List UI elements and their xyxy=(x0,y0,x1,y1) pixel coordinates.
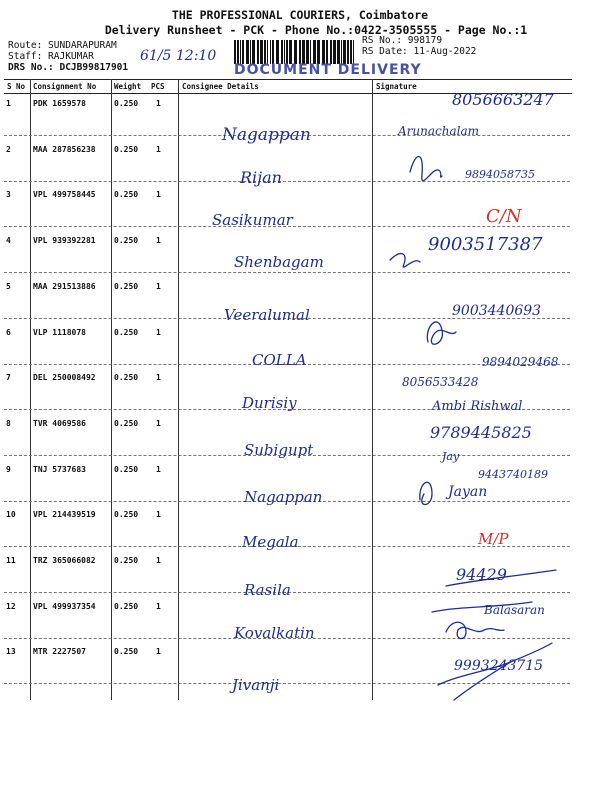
row-weight: 0.250 xyxy=(114,602,139,611)
barcode-bar xyxy=(240,40,241,64)
signature-note-14: M/P xyxy=(478,530,509,548)
signature-note-15: 94429 xyxy=(456,565,507,584)
handwritten-header-note: 61/5 12:10 xyxy=(140,48,217,64)
handwritten-name-3: Sasikumar xyxy=(212,211,293,229)
column-divider xyxy=(30,79,31,700)
row-consignment-no: TVR 4069586 xyxy=(33,419,86,428)
row-pcs: 1 xyxy=(156,99,161,108)
document-delivery-stamp: DOCUMENT DELIVERY xyxy=(234,62,422,78)
row-sno: 6 xyxy=(6,328,11,337)
signature-scribble xyxy=(446,622,504,638)
row-sno: 4 xyxy=(6,236,11,245)
row-weight: 0.250 xyxy=(114,510,139,519)
row-consignment-no: MAA 291513886 xyxy=(33,282,96,291)
signature-note-13: Jayan xyxy=(448,484,488,500)
barcode-bar xyxy=(313,40,316,64)
barcode-bar xyxy=(317,40,320,64)
signature-note-10: 9789445825 xyxy=(430,423,532,442)
row-separator xyxy=(4,409,570,410)
row-weight: 0.250 xyxy=(114,556,139,565)
col-pcs: PCS xyxy=(151,82,165,91)
signature-scribble xyxy=(390,254,420,267)
signature-scribble xyxy=(454,660,514,700)
handwritten-name-8: Subigupt xyxy=(244,441,314,459)
rs-number: RS No.: 998179 xyxy=(362,35,443,46)
signature-note-5: 9003517387 xyxy=(428,234,543,255)
row-separator xyxy=(4,683,570,684)
row-sno: 3 xyxy=(6,190,11,199)
col-sno: S No xyxy=(7,82,26,91)
handwritten-name-10: Megala xyxy=(242,533,299,551)
row-pcs: 1 xyxy=(156,282,161,291)
row-weight: 0.250 xyxy=(114,282,139,291)
handwritten-name-5: Veeralumal xyxy=(224,306,310,324)
rs-date: RS Date: 11-Aug-2022 xyxy=(362,46,477,57)
barcode-bar xyxy=(333,40,336,64)
barcode-bar xyxy=(302,40,305,64)
signature-note-1: 8056663247 xyxy=(452,90,554,109)
row-consignment-no: TNJ 5737683 xyxy=(33,465,86,474)
row-weight: 0.250 xyxy=(114,99,139,108)
barcode-bar xyxy=(270,40,271,64)
signature-note-4: C/N xyxy=(486,206,522,227)
company-title: THE PROFESSIONAL COURIERS, Coimbatore xyxy=(171,8,429,22)
row-pcs: 1 xyxy=(156,373,161,382)
signature-note-9: Ambi Rishwal xyxy=(432,399,523,414)
row-separator xyxy=(4,546,570,547)
barcode-bar xyxy=(276,40,279,64)
row-pcs: 1 xyxy=(156,236,161,245)
barcode-bar xyxy=(299,40,301,64)
row-sno: 10 xyxy=(6,510,16,519)
signature-note-16: Balasaran xyxy=(484,603,545,617)
barcode-bar xyxy=(267,40,268,64)
barcode-bar xyxy=(347,40,349,64)
row-separator xyxy=(4,592,570,593)
row-pcs: 1 xyxy=(156,465,161,474)
barcode-bar xyxy=(272,40,274,64)
barcode-bar xyxy=(330,40,332,64)
signature-note-12: 9443740189 xyxy=(478,468,548,481)
row-sno: 1 xyxy=(6,99,11,108)
row-separator xyxy=(4,226,570,227)
barcode-bar xyxy=(337,40,340,64)
row-pcs: 1 xyxy=(156,647,161,656)
row-separator xyxy=(4,501,570,502)
row-sno: 13 xyxy=(6,647,16,656)
row-consignment-no: DEL 250008492 xyxy=(33,373,96,382)
signature-scribble xyxy=(438,643,552,685)
staff-label: Staff: RAJKUMAR xyxy=(8,51,94,62)
row-consignment-no: MAA 287856238 xyxy=(33,145,96,154)
col-consignee: Consignee Details xyxy=(182,82,259,91)
column-divider xyxy=(372,79,373,700)
handwritten-name-4: Shenbagam xyxy=(234,253,324,271)
signature-scribble xyxy=(446,570,556,586)
row-consignment-no: MTR 2227507 xyxy=(33,647,86,656)
barcode-bar xyxy=(343,40,346,64)
table-header xyxy=(4,79,572,94)
drs-number: DRS No.: DCJB99817901 xyxy=(8,62,129,73)
barcode-bar xyxy=(281,40,283,64)
row-pcs: 1 xyxy=(156,556,161,565)
signature-note-2: Arunachalam xyxy=(398,124,479,138)
row-weight: 0.250 xyxy=(114,190,139,199)
signature-note-3: 9894058735 xyxy=(465,168,535,181)
row-pcs: 1 xyxy=(156,510,161,519)
barcode-bar xyxy=(326,40,328,64)
signature-note-8: 8056533428 xyxy=(402,375,479,389)
column-divider xyxy=(111,79,112,700)
barcode-bar xyxy=(257,40,259,64)
handwritten-name-9: Nagappan xyxy=(244,488,323,506)
runsheet-subtitle: Delivery Runsheet - PCK - Phone No.:0422-3505555 - Page No.:1 xyxy=(104,23,528,37)
barcode-bar xyxy=(234,40,236,64)
barcode-bar xyxy=(353,40,354,64)
route-label: Route: SUNDARAPURAM xyxy=(8,40,117,51)
barcode-bar xyxy=(322,40,325,64)
row-consignment-no: VPL 499758445 xyxy=(33,190,96,199)
barcode-bar xyxy=(252,40,255,64)
barcode-bar xyxy=(260,40,263,64)
row-separator xyxy=(4,638,570,639)
row-consignment-no: TRZ 365066082 xyxy=(33,556,96,565)
row-pcs: 1 xyxy=(156,602,161,611)
row-weight: 0.250 xyxy=(114,236,139,245)
barcode-bar xyxy=(284,40,285,64)
row-consignment-no: VLP 1118078 xyxy=(33,328,86,337)
signature-note-11: Jay xyxy=(442,450,460,463)
handwritten-name-11: Rasila xyxy=(244,581,291,599)
row-sno: 5 xyxy=(6,282,11,291)
barcode-bar xyxy=(286,40,288,64)
barcode-bar xyxy=(294,40,297,64)
row-pcs: 1 xyxy=(156,328,161,337)
signature-note-17: 9993243715 xyxy=(454,658,544,674)
row-consignment-no: VPL 214439519 xyxy=(33,510,96,519)
row-consignment-no: VPL 939392281 xyxy=(33,236,96,245)
signature-note-6: 9003440693 xyxy=(452,303,542,319)
row-weight: 0.250 xyxy=(114,419,139,428)
signature-note-7: 9894029468 xyxy=(482,355,559,369)
handwritten-name-12: Kovalkatin xyxy=(234,624,315,642)
barcode-bar xyxy=(306,40,309,64)
col-signature: Signature xyxy=(376,82,417,91)
row-separator xyxy=(4,272,570,273)
barcode-bar xyxy=(237,40,239,64)
signature-scribble xyxy=(410,156,442,180)
row-sno: 11 xyxy=(6,556,16,565)
row-separator xyxy=(4,364,570,365)
signature-scribble xyxy=(432,602,532,612)
barcode-bar xyxy=(310,40,311,64)
handwritten-name-13: Jivanji xyxy=(232,676,280,694)
row-separator xyxy=(4,181,570,182)
barcode-bar xyxy=(264,40,266,64)
row-weight: 0.250 xyxy=(114,465,139,474)
row-separator xyxy=(4,135,570,136)
row-weight: 0.250 xyxy=(114,647,139,656)
handwritten-name-1: Nagappan xyxy=(222,125,311,145)
row-weight: 0.250 xyxy=(114,373,139,382)
handwritten-name-2: Rijan xyxy=(240,168,282,187)
row-sno: 2 xyxy=(6,145,11,154)
row-sno: 9 xyxy=(6,465,11,474)
handwritten-name-7: Durisiy xyxy=(242,394,297,412)
col-weight: Weight xyxy=(114,82,142,91)
signature-scribble xyxy=(427,322,456,344)
row-weight: 0.250 xyxy=(114,328,139,337)
row-sno: 8 xyxy=(6,419,11,428)
row-consignment-no: VPL 499937354 xyxy=(33,602,96,611)
row-pcs: 1 xyxy=(156,419,161,428)
barcode-bar xyxy=(250,40,251,64)
column-divider xyxy=(178,79,179,700)
barcode-bar xyxy=(341,40,342,64)
row-pcs: 1 xyxy=(156,190,161,199)
barcode-bar xyxy=(289,40,292,64)
row-sno: 12 xyxy=(6,602,16,611)
handwritten-name-6: COLLA xyxy=(252,351,307,369)
col-consignment: Consignment No xyxy=(33,82,97,91)
barcode-bar xyxy=(350,40,352,64)
row-weight: 0.250 xyxy=(114,145,139,154)
row-separator xyxy=(4,318,570,319)
row-separator xyxy=(4,455,570,456)
barcode-bar xyxy=(246,40,249,64)
row-pcs: 1 xyxy=(156,145,161,154)
row-consignment-no: PDK 1659578 xyxy=(33,99,86,108)
row-sno: 7 xyxy=(6,373,11,382)
barcode-bar xyxy=(242,40,244,64)
